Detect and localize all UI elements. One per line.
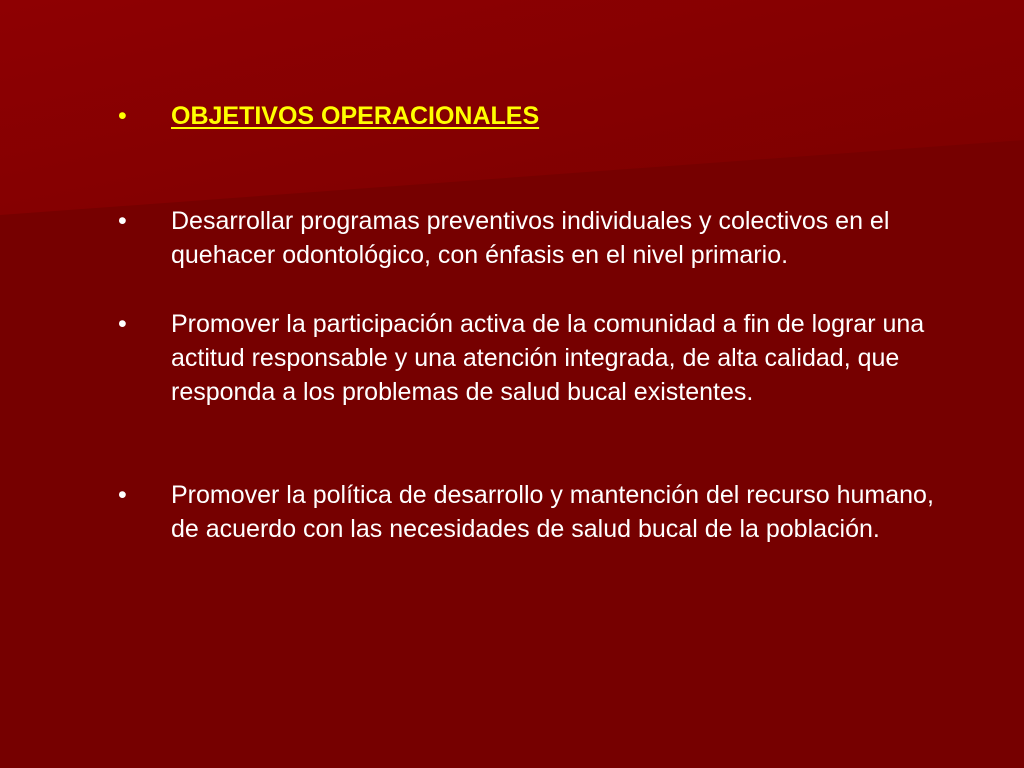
- bullet-item-3: [118, 478, 968, 546]
- bullet-text: Desarrollar programas preventivos individuales y colectivos en el quehacer odontológico, con énfasis en el nivel primario.: [171, 207, 890, 269]
- bullet-item-1: [118, 204, 968, 272]
- bullet-marker: •: [118, 310, 127, 338]
- slide-heading: OBJETIVOS OPERACIONALES: [171, 102, 540, 130]
- heading-bullet: •: [118, 102, 127, 130]
- bullet-text: Promover la política de desarrollo y mantención del recurso humano, de acuerdo con las necesidades de salud bucal de la población.: [171, 481, 934, 543]
- bullet-marker: •: [118, 481, 127, 509]
- bullet-text: Promover la participación activa de la comunidad a fin de lograr una actitud responsable y una atención integrada, de alta calidad, que responda a los problemas de salud bucal existentes.: [171, 310, 925, 406]
- bullet-item-2: [118, 307, 968, 409]
- heading-item: [118, 99, 968, 133]
- bullet-marker: •: [118, 207, 127, 235]
